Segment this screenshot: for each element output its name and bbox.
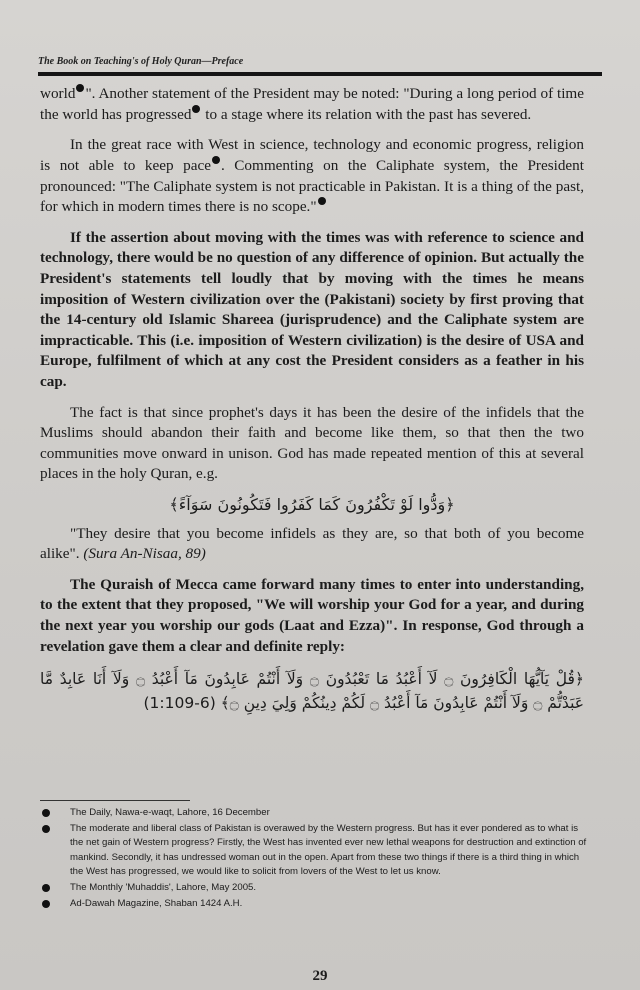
footnote-text: The Monthly 'Muhaddis', Lahore, May 2005. (70, 881, 257, 893)
p2-text-a: In the great race with West in science, technology and economic progress, religion is not able to keep pace (40, 136, 584, 174)
footnote-bullet (42, 900, 50, 908)
footnote-3 (40, 881, 590, 896)
running-header: The Book on Teaching's of Holy Quran—Preface (38, 56, 244, 67)
footnotes (40, 806, 590, 912)
verse-citation: (Sura An-Nisaa, 89) (83, 545, 206, 563)
paragraph-4: The fact is that since prophet's days it has been the desire of the infidels that the Muslims should abandon their faith and become like them, so that then the two communities move onward in unison. God has made repeated mention of this at several places in the holy Quran, e.g. (40, 403, 584, 483)
quran-verse-1: ﴿وَدُّوا لَوْ تَكْفُرُونَ كَمَا كَفَرُوا فَتَكُونُونَ سَوَآءً﴾ (169, 494, 455, 514)
footnote-rule (40, 800, 190, 801)
footnote-bullet (42, 809, 50, 817)
footnote-text: The moderate and liberal class of Pakistan is overawed by the Western progress. But has it ever pondered as to what is the net gain of Western progress? Firstly, the West has invented ever new lethal weapons for destruction and extinction of mankind. Secondly, it has undressed woman out in the open. Apart from these two things if there is a third thing in which the West has progressed, we would like to solicit from lovers of the West to let us know. (70, 822, 587, 878)
paragraph-6: The Quraish of Mecca came forward many times to enter into understanding, to the extent that they proposed, "We will worship your God for a year, and during the next year you worship our gods (Laat and Ezza)". In response, God through a revelation gave them a clear and definite reply: (40, 575, 584, 655)
footnote-marker (76, 84, 84, 92)
p1-text-b: ". Another statement of the President may be noted: "During a long period of time the world has progressed (40, 85, 584, 123)
footnote-1 (40, 806, 590, 821)
footnote-bullet (42, 884, 50, 892)
p1-text-a: world (40, 85, 76, 103)
footnote-text: Ad-Dawah Magazine, Shaban 1424 A.H. (70, 897, 243, 909)
paragraph-3: If the assertion about moving with the times was with reference to science and technology, there would be no question of any difference of opinion. But actually the President's statements tell loudly that by moving with the times he means imposition of Western civilization over the (Pakistani) society by first proving that the 14-century old Islamic Shareea (jurisprudence) and the Caliphate system are impracticable. This (i.e. imposition of Western civilization) is the desire of USA and Europe, fulfilment of which at any cost the President considers as a feather in his cap. (40, 228, 584, 390)
footnote-text: The Daily, Nawa-e-waqt, Lahore, 16 December (70, 807, 270, 818)
header-rule (38, 72, 602, 76)
p1-text-c: to a stage where its relation with the past has severed. (201, 105, 532, 123)
quran-verse-2: ﴿قُلْ يَآيُّهَا الْكَافِرُونَ ۝ لَآ أَعْبُدُ مَا تَعْبُدُونَ ۝ وَلَآ أَنْتُمْ عَابِدُونَ مَآ أَعْبُدُ ۝ وَلَآ أَنَا عَابِدٌ مَّا عَبَدْتُّمْ ۝ وَلَآ أَنْتُمْ عَابِدُونَ مَآ أَعْبُدُ ۝ لَكُمْ دِينُكُمْ وَلِيَ دِينِ ۝﴾ (6-1:109) (40, 670, 585, 713)
footnote-bullet (42, 825, 50, 833)
p2-text-b: . Commenting on the Caliphate system, the President pronounced: "The Caliphate system is not practicable in Pakistan. It is a thing of the past, for which in modern times there is no scope." (40, 156, 584, 216)
footnote-2 (40, 822, 590, 880)
paragraph-2 (40, 135, 584, 218)
page-body (40, 84, 584, 721)
verse-translation: "They desire that you become infidels as they are, so that both of you become alike". (40, 524, 584, 563)
footnote-4 (40, 897, 590, 912)
footnote-marker (192, 105, 200, 113)
footnote-marker (212, 156, 220, 164)
footnote-marker (318, 197, 326, 205)
page-number: 29 (312, 968, 328, 984)
paragraph-5 (40, 524, 584, 565)
paragraph-1 (40, 84, 584, 125)
